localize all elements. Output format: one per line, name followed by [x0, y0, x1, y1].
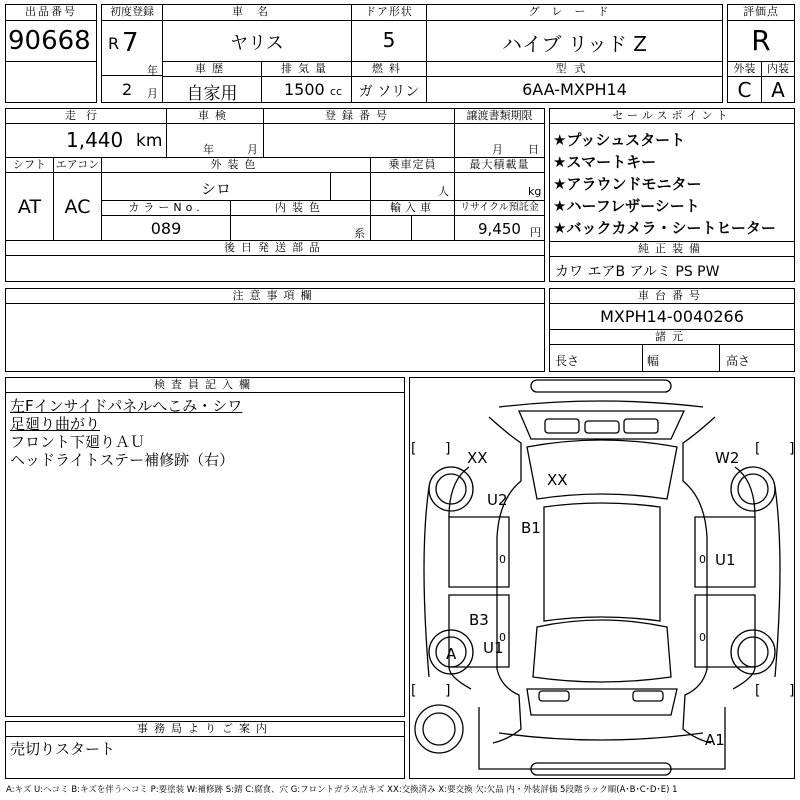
mark-b1-pillar: B1	[521, 519, 541, 537]
sales-points-label: セールスポイント	[549, 108, 795, 124]
capacity-unit: 人	[438, 185, 449, 198]
interior-label: 内装	[761, 61, 795, 77]
door-zero-left-rear: 0	[499, 631, 506, 644]
dims-label: 諸元	[549, 329, 795, 345]
exterior-label: 外装	[727, 61, 762, 77]
registration-year: 7	[122, 28, 139, 58]
mileage-label: 走行	[5, 108, 167, 124]
mark-u2-front-left-door: U2	[487, 491, 508, 509]
score-label: 評価点	[727, 4, 795, 21]
transfer-label: 譲渡書類期限	[454, 108, 545, 124]
mark-a-wheel: A	[446, 645, 457, 663]
car-diagram	[409, 377, 795, 779]
history-label: 車歴	[162, 61, 262, 77]
capacity-label: 乗車定員	[370, 157, 455, 173]
shift-label: シフト	[5, 157, 54, 173]
inspector-line-3: フロント下廻りＡＵ	[10, 433, 146, 451]
equipment-value: カワ エアB アルミ PS PW	[555, 264, 720, 280]
inspection-label: 車検	[166, 108, 264, 124]
diagram-bracket-tr-close: ]	[789, 441, 795, 457]
registration-month: 2	[122, 80, 133, 99]
exterior-value: C	[737, 78, 752, 102]
color-label: 外装色	[101, 157, 371, 173]
lot-number-lower	[5, 61, 97, 103]
model-value: 6AA-MXPH14	[522, 80, 627, 99]
ac-value: AC	[64, 196, 91, 218]
door-zero-left-front: 0	[499, 553, 506, 566]
mark-u1-rear-left: U1	[483, 639, 504, 657]
lot-number-value: 90668	[8, 26, 91, 56]
mark-a1-rear: A1	[705, 731, 725, 749]
mark-u1-right-door: U1	[715, 551, 736, 569]
inspector-label: 検査員記入欄	[5, 377, 405, 393]
door-zero-right-rear: 0	[699, 631, 706, 644]
mark-xx-left-fender: XX	[467, 449, 488, 467]
chassis-label: 車台番号	[549, 288, 795, 304]
mark-w2-right-fender: W2	[715, 449, 740, 467]
recycle-label: リサイクル預託金	[454, 200, 545, 216]
grade-value: ハイブ リッド Z	[501, 32, 648, 56]
displacement-value: 1500	[284, 80, 325, 99]
legend-text: A:キズ U:ヘコミ B:キズを伴うヘコミ P:要塗装 W:補修跡 S:錆 C:腐食、穴 G:フロントガラス点キズ XX:交換済み X:要交換 欠:欠品 内・外装評価 5段階ラック順(A･B･C･D･E) 1	[6, 785, 678, 795]
registration-era: R	[108, 34, 120, 53]
mileage-value: 1,440	[66, 128, 124, 152]
door-label: ドア形状	[351, 4, 427, 21]
import-label: 輸入車	[370, 200, 455, 216]
model-label: 型式	[426, 61, 723, 77]
registration-month-unit: 月	[147, 87, 158, 100]
fuel-label: 燃料	[351, 61, 427, 77]
door-zero-right-front: 0	[699, 553, 706, 566]
transfer-month-unit: 月	[492, 143, 503, 156]
mark-xx-hood: XX	[547, 471, 568, 489]
color-sub-cell	[330, 172, 371, 201]
door-value: 5	[382, 28, 396, 52]
diagram-bracket-tr-open: [	[755, 441, 761, 457]
registration-label: 初度登録	[101, 4, 163, 21]
recycle-value: 9,450	[478, 220, 521, 238]
mark-b3-rear-left: B3	[469, 611, 489, 629]
history-value: 自家用	[186, 84, 238, 104]
grade-label: グレード	[426, 4, 723, 21]
notes-label: 注意事項欄	[5, 288, 545, 304]
interior-color-label: 内装色	[230, 200, 371, 216]
sales-point-4: ★ハーフレザーシート	[553, 197, 700, 215]
shift-value: AT	[17, 196, 42, 218]
displacement-label: 排気量	[261, 61, 352, 77]
color-no-value: 089	[150, 219, 182, 238]
car-name-label: 車名	[162, 4, 352, 21]
diagram-bracket-bl-close: ]	[445, 683, 451, 699]
inspector-line-4: ヘッドライトステー補修跡（右）	[10, 451, 235, 469]
inspection-year-unit: 年	[203, 143, 214, 156]
color-value: シロ	[200, 180, 231, 198]
ac-label: エアコン	[53, 157, 102, 173]
diagram-bracket-tl-open: [	[411, 441, 417, 457]
inspector-line-1: 左Fインサイドパネルへこみ・シワ	[10, 397, 243, 415]
later-parts-label: 後日発送部品	[5, 240, 545, 256]
office-label: 事務局よりご案内	[5, 721, 405, 737]
sales-point-2: ★スマートキー	[553, 153, 657, 171]
diagram-bracket-bl-open: [	[411, 683, 417, 699]
chassis-value: MXPH14-0040266	[600, 307, 744, 326]
score-value: R	[751, 24, 771, 57]
sales-point-1: ★プッシュスタート	[553, 131, 686, 149]
dims-width-label: 幅	[647, 354, 660, 368]
recycle-unit: 円	[530, 226, 541, 239]
sales-point-3: ★アラウンドモニター	[553, 175, 702, 193]
import-sub-cell	[411, 215, 455, 241]
mileage-unit: km	[136, 131, 163, 151]
interior-value: A	[771, 78, 785, 102]
displacement-unit: cc	[330, 85, 343, 98]
equipment-label: 純正装備	[549, 241, 795, 257]
car-name-value: ヤリス	[230, 33, 284, 54]
diagram-bracket-br-close: ]	[789, 683, 795, 699]
inspection-month-unit: 月	[247, 143, 258, 156]
interior-color-unit: 系	[354, 227, 365, 240]
load-label: 最大積載量	[454, 157, 545, 173]
diagram-bracket-br-open: [	[755, 683, 761, 699]
color-no-label: カラーNo.	[101, 200, 231, 216]
plate-label: 登録番号	[263, 108, 455, 124]
dims-height-label: 高さ	[726, 354, 751, 368]
fuel-value: ガ ソリン	[358, 84, 420, 100]
transfer-day-unit: 日	[528, 143, 539, 156]
diagram-bracket-tl-close: ]	[445, 441, 451, 457]
load-unit: kg	[528, 185, 542, 198]
lot-number-label: 出品番号	[5, 4, 97, 21]
registration-year-unit: 年	[147, 64, 158, 77]
inspector-line-2: 足廻り曲がり	[10, 415, 101, 433]
sales-point-5: ★バックカメラ・シートヒーター	[553, 219, 776, 237]
office-value: 売切りスタート	[10, 740, 116, 758]
dims-length-label: 長さ	[555, 354, 580, 368]
